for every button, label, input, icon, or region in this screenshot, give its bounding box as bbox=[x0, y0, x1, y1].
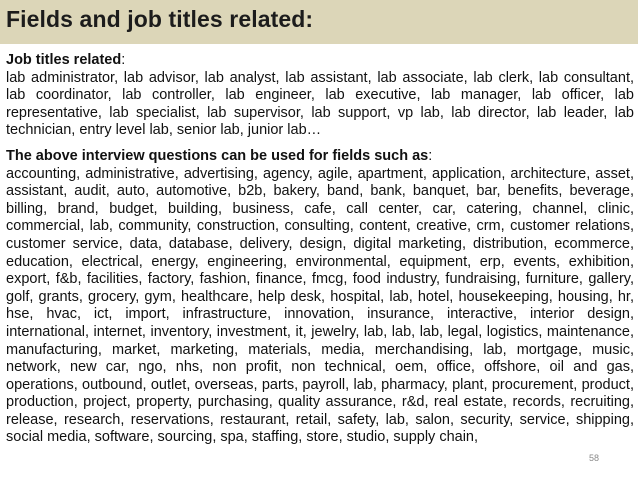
job-titles-heading-colon: : bbox=[121, 52, 126, 68]
job-titles-heading bbox=[6, 52, 634, 70]
page-number: 58 bbox=[589, 453, 600, 463]
job-titles-list: lab administrator, lab advisor, lab analyst, lab assistant, lab associate, lab clerk, lab consultant, lab coordinator, lab controller, lab engineer, lab executive, lab manager, lab officer, lab representative, lab specialist, lab supervisor, lab support, vp lab, lab director, lab leader, lab technician, entry level lab, senior lab, junior lab… bbox=[6, 69, 634, 139]
slide-title: Fields and job titles related: bbox=[6, 6, 314, 32]
section-gap bbox=[6, 140, 634, 148]
fields-heading-colon: : bbox=[428, 147, 433, 164]
fields-heading bbox=[6, 148, 634, 166]
title-bar bbox=[0, 0, 638, 44]
slide-content bbox=[6, 52, 634, 447]
job-titles-heading-text: Job titles related bbox=[6, 52, 122, 68]
fields-list: accounting, administrative, advertising, agency, agile, apartment, application, architecture, asset, assistant, audit, auto, automotive, b2b, bakery, band, bank, banquet, bar, benefits, beverage, billing, brand, budget, building, business, cafe, call center, car, catering, channel, clinic, commercial, lab, community, construction, consulting, content, creative, crm, customer relations, customer service, data, database, delivery, design, digital marketing, distribution, ecommerce, education, electrical, energy, engineering, environmental, equipment, erp, events, exhibition, export, f&b, facilities, factory, fashion, finance, fmcg, food industry, fundraising, furniture, gallery, golf, grants, grocery, gym, healthcare, help desk, hospital, lab, hotel, housekeeping, housing, hr, hse, hvac, ict, import, infrastructure, innovation, insurance, interactive, interior design, international, internet, inventory, investment, it, jewelry, lab, lab, lab, legal, logistics, maintenance, manufacturing, market, marketing, materials, media, merchandising, lab, mortgage, music, network, new car, ngo, nhs, non profit, non technical, oem, office, offshore, oil and gas, operations, outbound, outlet, overseas, parts, payroll, lab, pharmacy, plant, procurement, product, production, project, property, purchasing, quality assurance, r&d, real estate, records, recruiting, release, research, reservations, restaurant, retail, safety, lab, salon, security, service, shipping, social media, software, sourcing, spa, staffing, store, studio, supply chain, bbox=[6, 165, 634, 446]
fields-heading-text: The above interview questions can be used for fields such as bbox=[6, 147, 429, 164]
